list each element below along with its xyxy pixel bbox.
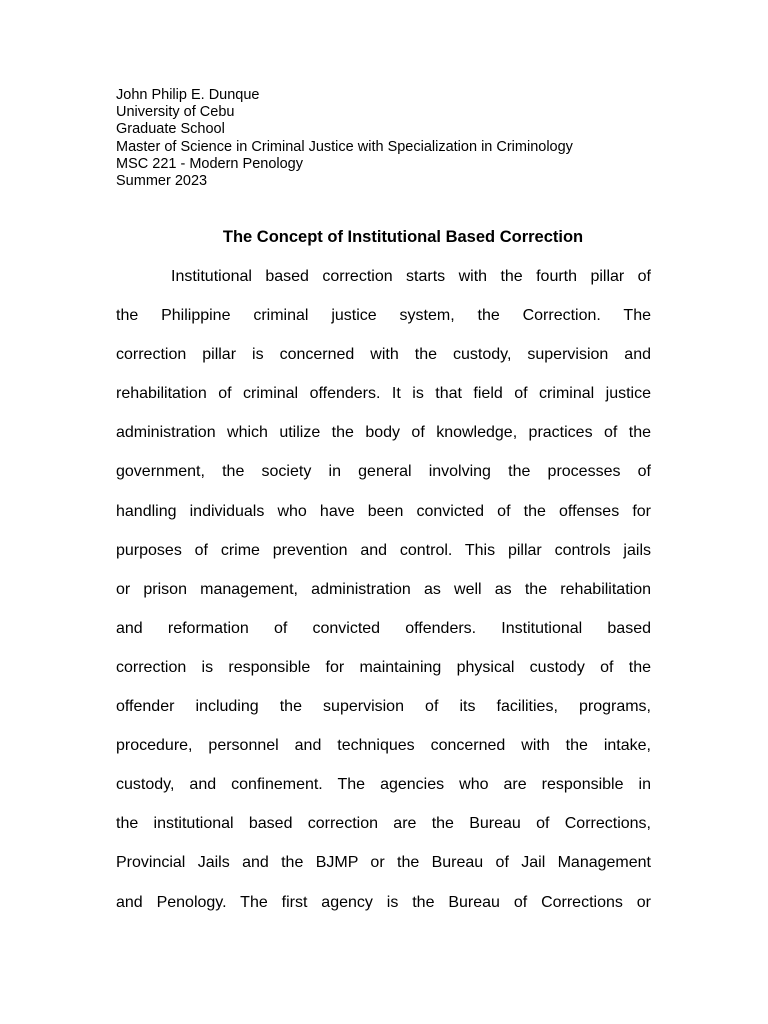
course-name: MSC 221 - Modern Penology [116,155,303,172]
body-line: correction is responsible for maintaining physical custody of the [116,658,651,676]
document-title: The Concept of Institutional Based Correction [222,228,584,246]
body-line: the institutional based correction are the Bureau of Corrections, [116,815,651,833]
body-line: administration which utilize the body of knowledge, practices of the [116,424,651,442]
body-line: offender including the supervision of its facilities, programs, [116,698,651,716]
body-line: and reformation of convicted offenders. Institutional based [116,619,651,637]
author-name: John Philip E. Dunque [116,87,260,103]
body-line: handling individuals who have been convicted of the offenses for [116,502,651,520]
body-line: or prison management, administration as well as the rehabilitation [116,580,651,598]
body-line: rehabilitation of criminal offenders. It is that field of criminal justice [116,385,651,403]
university-name: University of Cebu [116,104,235,121]
body-line: the Philippine criminal justice system, the Correction. The [116,307,651,325]
body-line: procedure, personnel and techniques concerned with the intake, [116,737,651,755]
author-header [116,87,573,190]
body-line: Institutional based correction starts with the fourth pillar of [171,268,651,285]
program-name: Master of Science in Criminal Justice with Specialization in Criminology [116,138,573,155]
body-line: purposes of crime prevention and control. This pillar controls jails [116,541,651,559]
body-line: custody, and confinement. The agencies who are responsible in [116,776,651,794]
school-name: Graduate School [116,121,225,138]
body-line: and Penology. The first agency is the Bureau of Corrections or [116,893,651,911]
body-line: Provincial Jails and the BJMP or the Bureau of Jail Management [116,854,651,872]
body-line: correction pillar is concerned with the custody, supervision and [116,346,651,364]
body-line: government, the society in general involving the processes of [116,463,651,481]
term-label: Summer 2023 [116,173,208,190]
body-paragraph [116,267,651,932]
